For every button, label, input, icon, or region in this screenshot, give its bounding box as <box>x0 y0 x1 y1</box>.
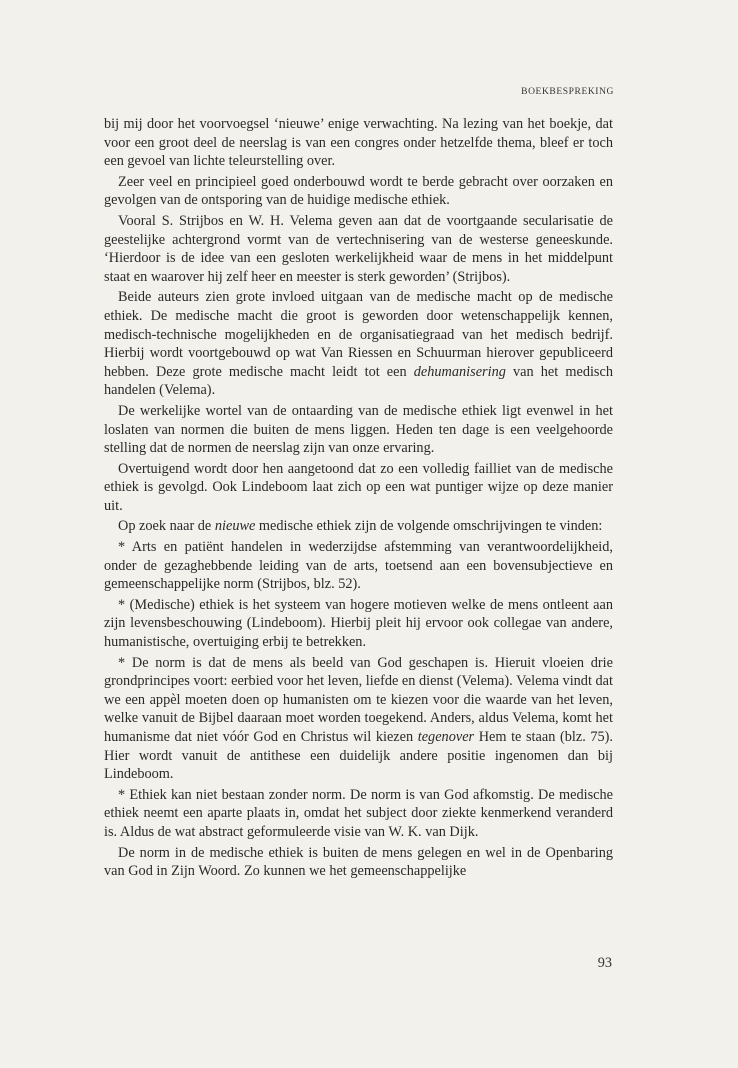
text-run: Overtuigend wordt door hen aangetoond dat zo een volledig failliet van de medische ethiek is gevolgd. Ook Lindeboom laat zich op een wat puntiger wijze op deze manier uit. <box>104 460 613 514</box>
paragraph <box>104 844 613 881</box>
paragraph <box>104 538 613 594</box>
text-run: Op zoek naar de <box>118 518 215 535</box>
italic-text: dehumanisering <box>413 363 506 380</box>
text-run: * De norm is dat de mens als beeld van God geschapen is. Hieruit vloeien drie grondprincipes voort: eerbied voor het leven, liefde en dienst (Velema). Velema vindt dat we een appèl moeten doen op humanisten om te kiezen voor die waarde van het leven, welke vanuit de Bijbel daaraan moet worden toegekend. Anders, aldus Velema, komt het humanisme dat niet vóór God en Christus wil kiezen <box>104 654 613 745</box>
text-run: * Ethiek kan niet bestaan zonder norm. De norm is van God afkomstig. De medische ethiek neemt een aparte plaats in, omdat het subject door ziekte kenmerkend veranderd is. Aldus de wat abstract geformuleerde visie van W. K. van Dijk. <box>104 786 613 840</box>
text-run: bij mij door het voorvoegsel ‘nieuwe’ enige verwachting. Na lezing van het boekje, dat voor een groot deel de neerslag is van een congres onder hetzelfde thema, bleef er toch een gevoel van lichte teleurstelling over. <box>104 116 613 170</box>
text-run: Hem te staan (blz. 75). Hier wordt vanuit de antithese een duidelijk andere positie ingenomen dan bij Lindeboom. <box>104 729 613 783</box>
text-run: van het medisch handelen (Velema). <box>104 363 613 399</box>
italic-text: tegenover <box>417 729 475 745</box>
paragraph <box>104 288 613 400</box>
paragraph <box>104 517 613 536</box>
text-run: De werkelijke wortel van de ontaarding van de medische ethiek ligt evenwel in het loslaten van normen die buiten de mens liggen. Heden ten dage is een veelgehoorde stelling dat de normen de neerslag zijn van onze ervaring. <box>104 402 613 457</box>
paragraph <box>104 173 613 210</box>
text-run: De norm in de medische ethiek is buiten de mens gelegen en wel in de Openbaring van God in Zijn Woord. Zo kunnen we het gemeenschappelijke <box>104 844 613 880</box>
text-run: medische ethiek zijn de volgende omschrijvingen te vinden: <box>255 518 603 535</box>
paragraph <box>104 596 613 652</box>
running-head: BOEKBESPREKING <box>521 87 614 97</box>
paragraph <box>104 402 613 458</box>
paragraph <box>104 460 613 516</box>
body-text <box>104 115 613 883</box>
paragraph <box>104 786 613 842</box>
text-run: Zeer veel en principieel goed onderbouwd wordt te berde gebracht over oorzaken en gevolgen van de ontsporing van de huidige medische ethiek. <box>104 173 613 209</box>
text-run: * Arts en patiënt handelen in wederzijdse afstemming van verantwoordelijkheid, onder de gezaghebbende leiding van de arts, toetsend aan een bovensubjectieve en gemeenschappelijke norm (Strijbos, blz. 52). <box>104 539 613 593</box>
text-run: Vooral S. Strijbos en W. H. Velema geven aan dat de voortgaande secularisatie de geestelijke achtergrond vormt van de vertechnisering van de westerse geneeskunde. ‘Hierdoor is de idee van een gesloten werkelijkheid waar de mens in het middelpunt staat en waarover hij zelf heer en meester is sterk geworden’ (Strijbos). <box>104 212 613 285</box>
text-run: Beide auteurs zien grote invloed uitgaan van de medische macht op de medische ethiek. De medische macht die groot is geworden door wetenschappelijk kennen, medisch-technische mogelijkheden en de organisatiegraad van het medisch bedrijf. Hierbij wordt voortgebouwd op wat Van Riessen en Schuurman hierover gepubliceerd hebben. Deze grote medische macht leidt tot een <box>104 289 613 380</box>
paragraph <box>104 115 613 171</box>
page-number: 93 <box>597 955 612 971</box>
text-run: * (Medische) ethiek is het systeem van hogere motieven welke de mens ontleent aan zijn levensbeschouwing (Lindeboom). Hierbij pleit hij ervoor ook collegae van andere, humanistische, overtuiging erbij te betrekken. <box>104 596 613 651</box>
paragraph <box>104 654 613 784</box>
paragraph <box>104 212 613 286</box>
italic-text: nieuwe <box>214 518 256 535</box>
